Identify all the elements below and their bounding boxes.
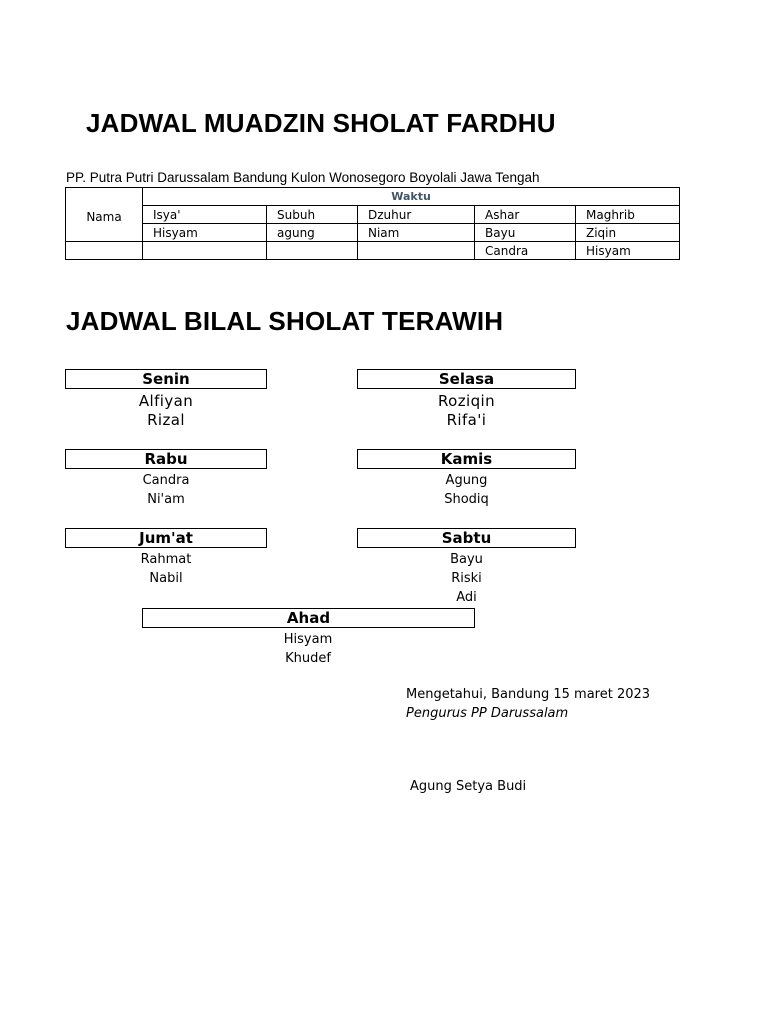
table-row <box>66 224 680 242</box>
list-item: Alfiyan <box>138 392 194 410</box>
column-header-subuh: Subuh <box>267 206 358 224</box>
list-item: Candra <box>142 473 190 488</box>
list-item: Hisyam <box>283 632 333 647</box>
list-item: Nabil <box>149 571 183 586</box>
table-cell <box>143 242 267 260</box>
list-item: Rahmat <box>140 552 192 567</box>
day-header-senin: Senin <box>65 369 267 389</box>
column-header-ashar: Ashar <box>475 206 576 224</box>
day-header-kamis: Kamis <box>357 449 576 469</box>
waktu-header: Waktu <box>143 188 680 206</box>
muadzin-table <box>65 187 680 260</box>
signature-name: Agung Setya Budi <box>410 779 527 794</box>
table-cell: agung <box>267 224 358 242</box>
signature-date: Mengetahui, Bandung 15 maret 2023 <box>406 687 651 702</box>
muadzin-title: JADWAL MUADZIN SHOLAT FARDHU <box>86 108 556 138</box>
day-header-jumat: Jum'at <box>65 528 267 548</box>
list-item: Roziqin <box>438 392 495 410</box>
list-item: Adi <box>456 590 477 605</box>
table-row <box>66 242 680 260</box>
column-header-isya: Isya' <box>143 206 267 224</box>
muadzin-subtitle: PP. Putra Putri Darussalam Bandung Kulon Wonosegoro Boyolali Jawa Tengah <box>66 170 540 185</box>
day-header-sabtu: Sabtu <box>357 528 576 548</box>
table-cell: Hisyam <box>576 242 680 260</box>
list-item: Riski <box>451 571 482 586</box>
list-item: Bayu <box>450 552 483 567</box>
table-cell <box>66 242 143 260</box>
day-header-selasa: Selasa <box>357 369 576 389</box>
nama-header: Nama <box>66 188 143 242</box>
bilal-title: JADWAL BILAL SHOLAT TERAWIH <box>66 306 504 336</box>
list-item: Shodiq <box>444 492 489 507</box>
day-header-rabu: Rabu <box>65 449 267 469</box>
table-cell: Hisyam <box>143 224 267 242</box>
list-item: Ni'am <box>147 492 185 507</box>
table-cell <box>358 242 475 260</box>
list-item: Khudef <box>285 651 331 666</box>
table-cell: Candra <box>475 242 576 260</box>
column-header-maghrib: Maghrib <box>576 206 680 224</box>
table-cell: Bayu <box>475 224 576 242</box>
table-cell: Niam <box>358 224 475 242</box>
list-item: Rifa'i <box>446 411 487 429</box>
table-cell: Ziqin <box>576 224 680 242</box>
list-item: Agung <box>445 473 488 488</box>
signature-role: Pengurus PP Darussalam <box>406 706 569 721</box>
list-item: Rizal <box>147 411 185 429</box>
column-header-dzuhur: Dzuhur <box>358 206 475 224</box>
table-cell <box>267 242 358 260</box>
day-header-ahad: Ahad <box>142 608 475 628</box>
